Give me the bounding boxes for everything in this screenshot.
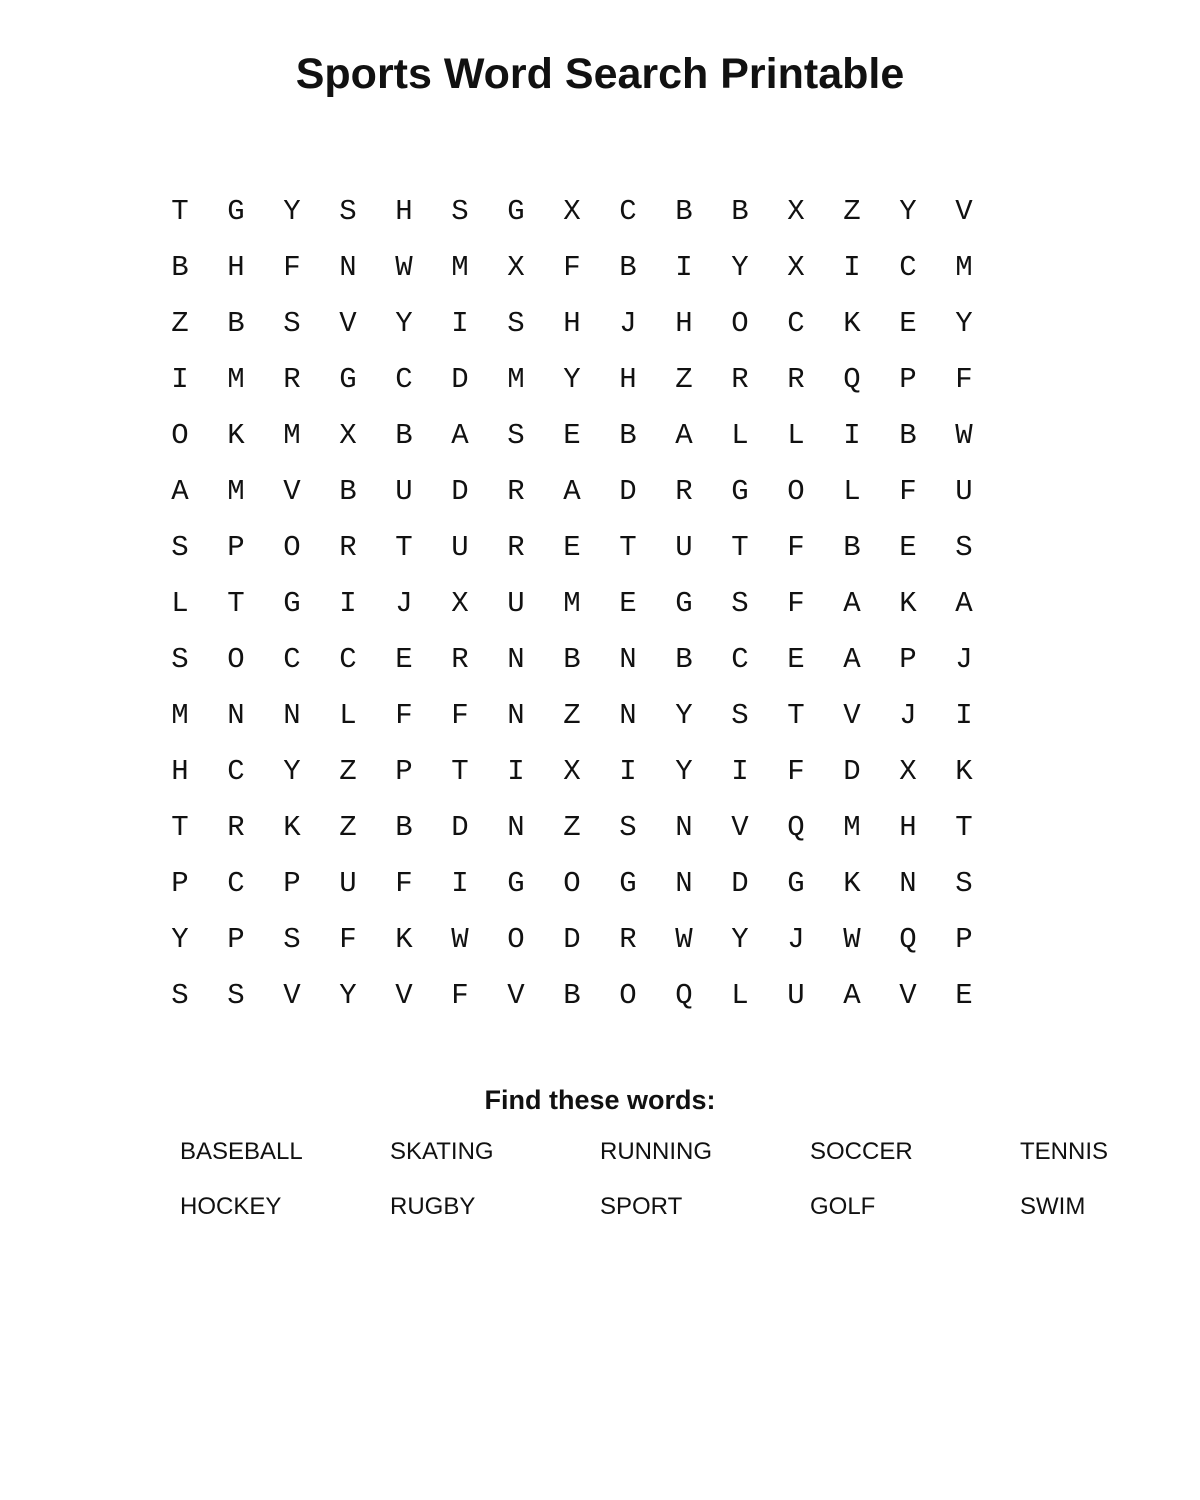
grid-cell: H <box>171 755 189 788</box>
grid-cell: S <box>955 531 973 564</box>
grid-cell: S <box>731 587 749 620</box>
grid-cell: B <box>563 643 581 676</box>
grid-cell: C <box>731 643 749 676</box>
grid-cell: R <box>619 923 637 956</box>
grid-cell: F <box>955 363 973 396</box>
grid-row <box>152 352 992 408</box>
grid-cell: F <box>283 251 301 284</box>
grid-cell: G <box>619 867 637 900</box>
grid-cell: S <box>955 867 973 900</box>
word-list <box>180 1132 1200 1242</box>
grid-cell: F <box>787 755 805 788</box>
grid-cell: D <box>563 923 581 956</box>
grid-cell: R <box>731 363 749 396</box>
grid-cell: N <box>619 643 637 676</box>
grid-cell: I <box>955 699 973 732</box>
grid-cell: G <box>675 587 693 620</box>
grid-row <box>152 464 992 520</box>
grid-cell: N <box>227 699 245 732</box>
grid-cell: G <box>787 867 805 900</box>
grid-cell: S <box>507 307 525 340</box>
grid-cell: B <box>563 979 581 1012</box>
page-title: Sports Word Search Printable <box>295 50 905 98</box>
grid-cell: I <box>339 587 357 620</box>
grid-cell: G <box>507 867 525 900</box>
grid-cell: A <box>843 643 861 676</box>
grid-cell: T <box>955 811 973 844</box>
grid-cell: Y <box>283 195 301 228</box>
grid-cell: I <box>451 307 469 340</box>
grid-cell: I <box>731 755 749 788</box>
grid-cell: N <box>283 699 301 732</box>
grid-cell: S <box>171 979 189 1012</box>
grid-cell: E <box>563 419 581 452</box>
word-list-heading: Find these words: <box>484 1085 716 1115</box>
grid-cell: U <box>339 867 357 900</box>
grid-cell: P <box>227 923 245 956</box>
grid-cell: R <box>507 475 525 508</box>
grid-cell: C <box>227 867 245 900</box>
grid-cell: M <box>507 363 525 396</box>
grid-cell: F <box>787 531 805 564</box>
grid-cell: S <box>171 531 189 564</box>
grid-cell: Q <box>675 979 693 1012</box>
grid-cell: D <box>731 867 749 900</box>
grid-cell: L <box>843 475 861 508</box>
grid-cell: I <box>619 755 637 788</box>
grid-cell: G <box>227 195 245 228</box>
grid-cell: D <box>451 475 469 508</box>
grid-cell: Z <box>843 195 861 228</box>
grid-cell: Y <box>731 923 749 956</box>
grid-cell: H <box>675 307 693 340</box>
grid-cell: P <box>227 531 245 564</box>
grid-cell: W <box>675 923 693 956</box>
grid-cell: I <box>843 251 861 284</box>
grid-cell: M <box>563 587 581 620</box>
word-item: BASEBALL <box>180 1138 303 1165</box>
word-item: RUNNING <box>600 1138 712 1165</box>
grid-cell: O <box>563 867 581 900</box>
grid-cell: S <box>283 923 301 956</box>
grid-cell: B <box>227 307 245 340</box>
grid-cell: E <box>955 979 973 1012</box>
word-item: HOCKEY <box>180 1193 282 1220</box>
grid-cell: B <box>339 475 357 508</box>
grid-cell: G <box>283 587 301 620</box>
grid-cell: S <box>619 811 637 844</box>
grid-cell: E <box>395 643 413 676</box>
grid-cell: S <box>731 699 749 732</box>
grid-cell: S <box>227 979 245 1012</box>
grid-cell: H <box>395 195 413 228</box>
grid-cell: O <box>283 531 301 564</box>
grid-cell: R <box>675 475 693 508</box>
grid-cell: U <box>955 475 973 508</box>
grid-cell: S <box>171 643 189 676</box>
grid-cell: D <box>451 811 469 844</box>
grid-cell: K <box>395 923 413 956</box>
grid-cell: A <box>171 475 189 508</box>
grid-cell: A <box>955 587 973 620</box>
grid-row <box>152 184 992 240</box>
grid-cell: K <box>899 587 917 620</box>
grid-row <box>152 632 992 688</box>
grid-cell: W <box>395 251 413 284</box>
grid-cell: B <box>619 419 637 452</box>
grid-cell: O <box>227 643 245 676</box>
grid-cell: F <box>787 587 805 620</box>
grid-cell: X <box>787 251 805 284</box>
grid-cell: V <box>843 699 861 732</box>
grid-cell: J <box>955 643 973 676</box>
grid-cell: W <box>451 923 469 956</box>
grid-cell: T <box>227 587 245 620</box>
grid-cell: V <box>731 811 749 844</box>
grid-cell: G <box>731 475 749 508</box>
grid-row <box>152 408 992 464</box>
grid-cell: B <box>731 195 749 228</box>
grid-cell: X <box>899 755 917 788</box>
grid-cell: E <box>899 531 917 564</box>
grid-cell: V <box>283 475 301 508</box>
word-item: SWIM <box>1020 1193 1086 1220</box>
grid-cell: W <box>843 923 861 956</box>
grid-cell: X <box>563 755 581 788</box>
grid-cell: I <box>171 363 189 396</box>
grid-cell: R <box>507 531 525 564</box>
grid-cell: E <box>619 587 637 620</box>
grid-cell: F <box>395 867 413 900</box>
word-item: SPORT <box>600 1193 683 1220</box>
grid-cell: X <box>451 587 469 620</box>
grid-cell: I <box>507 755 525 788</box>
grid-cell: F <box>899 475 917 508</box>
grid-cell: I <box>675 251 693 284</box>
grid-cell: C <box>227 755 245 788</box>
grid-cell: U <box>395 475 413 508</box>
grid-cell: Z <box>675 363 693 396</box>
grid-cell: C <box>339 643 357 676</box>
word-item: RUGBY <box>390 1193 476 1220</box>
grid-cell: K <box>955 755 973 788</box>
word-item: SOCCER <box>810 1138 913 1165</box>
grid-cell: Q <box>899 923 917 956</box>
grid-cell: E <box>899 307 917 340</box>
grid-cell: U <box>675 531 693 564</box>
grid-cell: N <box>507 699 525 732</box>
word-list-row <box>180 1132 1200 1187</box>
grid-cell: Q <box>843 363 861 396</box>
grid-cell: I <box>843 419 861 452</box>
grid-cell: W <box>955 419 973 452</box>
grid-cell: Z <box>339 755 357 788</box>
grid-cell: P <box>395 755 413 788</box>
grid-row <box>152 688 992 744</box>
grid-cell: V <box>899 979 917 1012</box>
grid-cell: M <box>451 251 469 284</box>
grid-cell: R <box>451 643 469 676</box>
grid-cell: N <box>507 643 525 676</box>
grid-cell: T <box>395 531 413 564</box>
grid-cell: J <box>395 587 413 620</box>
word-item: SKATING <box>390 1138 494 1165</box>
grid-cell: E <box>563 531 581 564</box>
grid-cell: V <box>507 979 525 1012</box>
grid-cell: B <box>675 195 693 228</box>
grid-cell: L <box>339 699 357 732</box>
grid-cell: X <box>507 251 525 284</box>
grid-cell: P <box>955 923 973 956</box>
grid-cell: V <box>283 979 301 1012</box>
grid-cell: E <box>787 643 805 676</box>
grid-cell: P <box>283 867 301 900</box>
grid-row <box>152 576 992 632</box>
grid-cell: F <box>395 699 413 732</box>
grid-cell: B <box>675 643 693 676</box>
grid-cell: C <box>395 363 413 396</box>
grid-cell: Y <box>395 307 413 340</box>
grid-cell: X <box>563 195 581 228</box>
grid-cell: R <box>787 363 805 396</box>
word-item: GOLF <box>810 1193 876 1220</box>
grid-cell: T <box>619 531 637 564</box>
grid-cell: A <box>675 419 693 452</box>
grid-cell: R <box>227 811 245 844</box>
grid-cell: Z <box>563 811 581 844</box>
grid-cell: Y <box>675 699 693 732</box>
grid-cell: O <box>171 419 189 452</box>
grid-cell: K <box>843 867 861 900</box>
grid-cell: J <box>619 307 637 340</box>
grid-cell: O <box>731 307 749 340</box>
grid-row <box>152 240 992 296</box>
grid-cell: B <box>171 251 189 284</box>
grid-cell: P <box>899 643 917 676</box>
grid-cell: O <box>619 979 637 1012</box>
grid-cell: U <box>507 587 525 620</box>
grid-cell: Q <box>787 811 805 844</box>
grid-cell: Y <box>955 307 973 340</box>
grid-cell: C <box>619 195 637 228</box>
grid-cell: C <box>283 643 301 676</box>
grid-cell: T <box>787 699 805 732</box>
grid-cell: M <box>955 251 973 284</box>
grid-row <box>152 968 992 1024</box>
grid-cell: N <box>507 811 525 844</box>
grid-cell: T <box>451 755 469 788</box>
grid-row <box>152 744 992 800</box>
grid-cell: M <box>227 363 245 396</box>
grid-cell: Y <box>899 195 917 228</box>
grid-cell: M <box>283 419 301 452</box>
grid-cell: P <box>171 867 189 900</box>
grid-cell: Y <box>339 979 357 1012</box>
grid-cell: F <box>339 923 357 956</box>
grid-cell: A <box>563 475 581 508</box>
grid-cell: F <box>563 251 581 284</box>
grid-cell: B <box>843 531 861 564</box>
grid-cell: L <box>731 419 749 452</box>
grid-cell: R <box>339 531 357 564</box>
grid-cell: F <box>451 699 469 732</box>
grid-cell: X <box>787 195 805 228</box>
grid-cell: A <box>843 587 861 620</box>
grid-cell: B <box>899 419 917 452</box>
grid-cell: M <box>843 811 861 844</box>
grid-cell: G <box>339 363 357 396</box>
grid-cell: Y <box>283 755 301 788</box>
grid-cell: K <box>843 307 861 340</box>
grid-cell: A <box>451 419 469 452</box>
grid-cell: Y <box>731 251 749 284</box>
grid-cell: C <box>899 251 917 284</box>
grid-row <box>152 520 992 576</box>
grid-cell: V <box>339 307 357 340</box>
grid-cell: I <box>451 867 469 900</box>
grid-cell: L <box>731 979 749 1012</box>
grid-cell: V <box>955 195 973 228</box>
grid-cell: T <box>171 195 189 228</box>
grid-cell: N <box>675 867 693 900</box>
grid-row <box>152 912 992 968</box>
grid-cell: B <box>395 811 413 844</box>
grid-cell: A <box>843 979 861 1012</box>
grid-cell: M <box>171 699 189 732</box>
grid-cell: O <box>787 475 805 508</box>
grid-row <box>152 800 992 856</box>
grid-cell: T <box>171 811 189 844</box>
grid-cell: S <box>283 307 301 340</box>
grid-cell: K <box>227 419 245 452</box>
grid-row <box>152 856 992 912</box>
grid-cell: N <box>675 811 693 844</box>
grid-cell: J <box>899 699 917 732</box>
grid-cell: N <box>619 699 637 732</box>
letter-grid <box>152 184 992 1024</box>
grid-cell: Z <box>171 307 189 340</box>
grid-row <box>152 296 992 352</box>
grid-cell: N <box>899 867 917 900</box>
grid-cell: X <box>339 419 357 452</box>
grid-cell: N <box>339 251 357 284</box>
grid-cell: Z <box>563 699 581 732</box>
word-item: TENNIS <box>1020 1138 1109 1165</box>
grid-cell: M <box>227 475 245 508</box>
grid-cell: H <box>227 251 245 284</box>
grid-cell: L <box>787 419 805 452</box>
grid-cell: D <box>843 755 861 788</box>
grid-cell: V <box>395 979 413 1012</box>
grid-cell: P <box>899 363 917 396</box>
grid-cell: H <box>619 363 637 396</box>
grid-cell: Z <box>339 811 357 844</box>
grid-cell: S <box>507 419 525 452</box>
grid-cell: B <box>619 251 637 284</box>
grid-cell: H <box>899 811 917 844</box>
grid-cell: U <box>451 531 469 564</box>
grid-cell: U <box>787 979 805 1012</box>
grid-cell: S <box>339 195 357 228</box>
grid-cell: D <box>619 475 637 508</box>
grid-cell: D <box>451 363 469 396</box>
grid-cell: B <box>395 419 413 452</box>
grid-cell: G <box>507 195 525 228</box>
word-list-row <box>180 1187 1200 1242</box>
grid-cell: K <box>283 811 301 844</box>
grid-cell: O <box>507 923 525 956</box>
grid-cell: Y <box>171 923 189 956</box>
grid-cell: Y <box>675 755 693 788</box>
grid-cell: T <box>731 531 749 564</box>
grid-cell: J <box>787 923 805 956</box>
grid-cell: R <box>283 363 301 396</box>
grid-cell: S <box>451 195 469 228</box>
grid-cell: Y <box>563 363 581 396</box>
grid-cell: L <box>171 587 189 620</box>
grid-cell: F <box>451 979 469 1012</box>
grid-cell: C <box>787 307 805 340</box>
grid-cell: H <box>563 307 581 340</box>
